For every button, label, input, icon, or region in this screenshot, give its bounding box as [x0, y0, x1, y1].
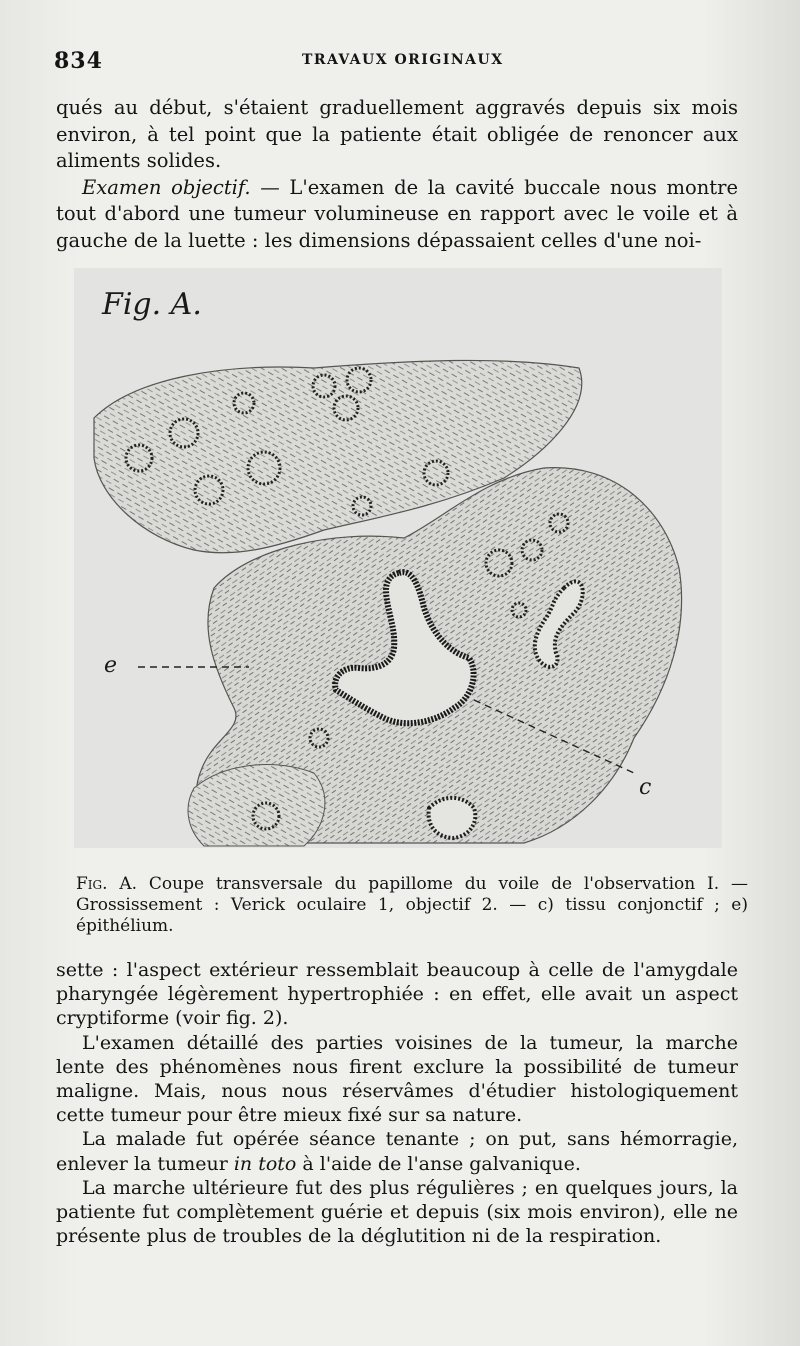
- caption-lead: Fig. A.: [76, 874, 138, 894]
- paragraph: qués au début, s'étaient graduellement aggravés depuis six mois environ, à tel point que la patiente était obligée de renoncer aux aliments solides.: [56, 96, 738, 172]
- marker-e: e: [104, 653, 118, 678]
- text-block-bottom: [56, 958, 738, 1248]
- running-head: [52, 48, 752, 76]
- paragraph: La marche ultérieure fut des plus régulières ; en quelques jours, la patiente fut complètement guérie et depuis (six mois environ), elle ne présente plus de troubles de la déglutition ni de la respiration.: [56, 1176, 738, 1248]
- section-heading: Examen objectif.: [82, 175, 251, 199]
- paragraph: L'examen détaillé des parties voisines de la tumeur, la marche lente des phénomènes nous firent exclure la possibilité de tumeur maligne. Mais, nous nous réservâmes d'étudier histologiquement cette tumeur pour être mieux fixé sur sa nature.: [56, 1031, 738, 1127]
- running-title: TRAVAUX ORIGINAUX: [302, 52, 504, 68]
- figure-caption: [76, 874, 748, 937]
- figure-plate: [74, 268, 722, 848]
- paragraph: [56, 175, 738, 255]
- caption-text: Coupe transversale du papillome du voile de l'observation I. — Grossissement : Verick oculaire 1, objectif 2. — c) tissu conjonctif ; e) épithélium.: [76, 874, 748, 936]
- paragraph-text: — L'examen de la cavité buccale nous montre tout d'abord une tumeur volumineuse en rapport avec le voile et à gauche de la luette : les dimensions dépassaient celles d'une noi-: [56, 175, 739, 252]
- histology-illustration: [74, 268, 722, 848]
- paragraph-text: à l'aide de l'anse galvanique.: [296, 1152, 581, 1175]
- paragraph-text: La malade fut opérée séance tenante ; on put, sans hémorragie, enlever la tumeur: [56, 1128, 738, 1175]
- text-block-top: [56, 95, 738, 254]
- paragraph: [56, 1127, 738, 1175]
- marker-c: c: [639, 775, 652, 800]
- page-number: 834: [54, 48, 103, 74]
- figure-label: Fig. A.: [102, 287, 202, 322]
- paragraph: sette : l'aspect extérieur ressemblait beaucoup à celle de l'amygdale pharyngée légèrement hypertrophiée : en effet, elle avait un aspect cryptiforme (voir fig. 2).: [56, 959, 738, 1030]
- emphasis: in toto: [233, 1152, 297, 1175]
